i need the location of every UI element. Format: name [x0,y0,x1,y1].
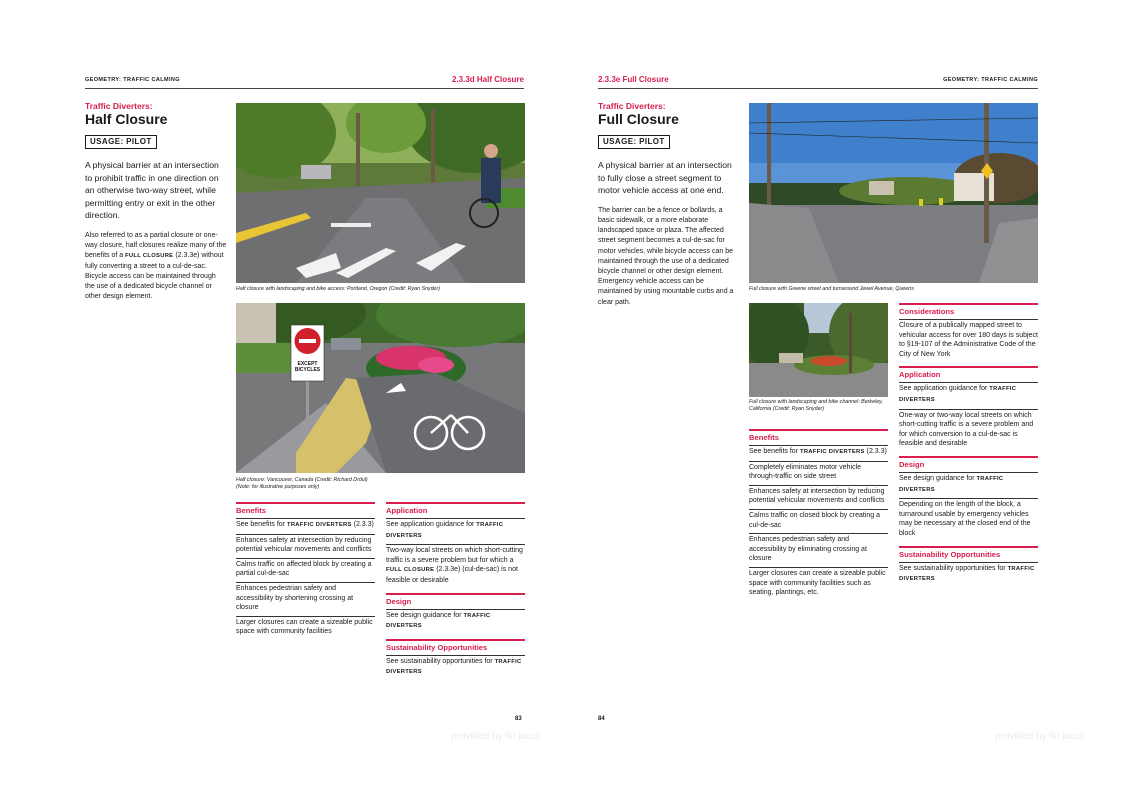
kicker: Traffic Diverters: [85,101,153,111]
photo-portland-half-closure [236,103,525,283]
full-closure-link[interactable]: FULL CLOSURE [386,567,435,574]
design-item: Depending on the length of the block, a turnaround usable by emergency vehicles may be necessary at the closed end of the block [899,498,1038,541]
right-page [562,0,1123,794]
traffic-diverters-link[interactable]: TRAFFIC DIVERTERS [899,386,1017,403]
photo2-caption: Full closure with landscaping and bike channel: Berkeley, California (Credit: Ryan Snyder) [749,399,883,412]
sustainability-heading: Sustainability Opportunities [899,546,1038,562]
caption-line: (Note: for illustrative purposes only) [236,484,320,490]
photo-berkeley-full-closure [749,303,888,397]
application-heading: Application [899,366,1038,382]
sustainability-item [899,562,1038,588]
left-page [0,0,561,794]
considerations-column [899,303,1038,588]
design-heading: Design [899,456,1038,472]
benefit-item: Larger closures can create a sizeable public space with community facilities [236,616,375,640]
page-title: Full Closure [598,111,679,127]
section-tag: 2.3.3e Full Closure [598,75,669,84]
title-block [598,101,740,308]
benefits-box [236,502,375,640]
body-text-part: (2.3.3e) without fully converting a street to a cul-de-sac. Bicycle access can be maintained through the use of a dedicated bicycle channel or other design element. [85,252,224,301]
kicker: Traffic Diverters: [598,101,666,111]
benefit-item: Larger closures can create a sizeable public space with community facilities such as seating, plantings, etc. [749,567,888,601]
traffic-diverters-link[interactable]: TRAFFIC DIVERTERS [386,658,522,676]
title-block [85,101,227,302]
body-paragraph [85,231,227,302]
application-item [386,518,525,544]
considerations-heading: Considerations [899,303,1038,319]
benefit-item: Enhances safety at intersection by reducing potential vehicular movements and conflicts [749,485,888,509]
benefit-item: Calms traffic on closed block by creating a cul-de-sac [749,509,888,533]
benefit-item [749,445,888,461]
traffic-diverters-link[interactable]: TRAFFIC DIVERTERS [899,565,1035,583]
full-closure-link[interactable]: FULL CLOSURE [125,253,174,260]
application-item [386,544,525,588]
application-item: One-way or two-way local streets on which short-cutting traffic is a severe problem and for which conversion to a cul-de-sac is feasible and desirable [899,409,1038,452]
traffic-diverters-link[interactable]: TRAFFIC DIVERTERS [286,522,352,528]
sign-text-line: BICYCLES [294,367,321,373]
except-bicycles-sign [291,361,324,373]
traffic-diverters-link[interactable]: TRAFFIC DIVERTERS [386,612,491,630]
traffic-diverters-link[interactable]: TRAFFIC DIVERTERS [386,522,504,539]
design-heading: Design [386,593,525,609]
sustainability-text: See sustainability opportunities for [899,564,1006,572]
header-rule [85,88,524,89]
benefit-item: Calms traffic on affected block by creating a partial cul-de-sac [236,558,375,582]
application-text: (2.3.3e) (cul-de-sac) is not feasible or desirable [386,566,518,584]
benefit-ref: (2.3.3) [353,521,374,528]
photo-queens-full-closure [749,103,1038,283]
body-paragraph: The barrier can be a fence or bollards, a basic sidewalk, or a more elaborate landscaped space or plaza. The affected street segment becomes a cul-de-sac for motor vehicles, while bicycle access can be maintained through the use of a dedicated bicycle channel or other design element. Emergency vehicle access can be maintained by using mountable curbs and a clear path. [598,206,734,306]
application-text: See application guidance for [386,521,475,528]
photo1-caption: Full closure with Greene street and turnaround Jewel Avenue, Queens [749,286,914,292]
usage-badge: USAGE: PILOT [598,135,670,149]
benefit-item: Enhances safety at intersection by reducing potential vehicular movements and conflicts [236,534,375,558]
benefits-heading: Benefits [749,429,888,445]
design-text: See design guidance for [899,474,975,482]
usage-badge: USAGE: PILOT [85,135,157,149]
sustainability-heading: Sustainability Opportunities [386,639,525,655]
photo-vancouver-half-closure [236,303,525,473]
body-text-part: Also referred to as a partial closure or one-way closure, half closures realize many of the benefits of a [85,231,227,260]
lead-paragraph: A physical barrier at an intersection to prohibit traffic in one direction on an otherwise two-way street, while permitting entry or exit in the other direction. [85,160,219,221]
application-text: See application guidance for [899,385,988,393]
photo1-caption: Half closure with landscaping and bike access: Portland, Oregon (Credit: Ryan Snyder) [236,286,441,292]
benefits-heading: Benefits [236,502,375,518]
application-heading: Application [386,502,525,518]
benefit-item: Completely eliminates motor vehicle through-traffic on side street [749,461,888,485]
caption-line: Half closure: Vancouver, Canada (Credit: Richard Drdul) [236,477,368,483]
page-number: 83 [515,716,522,722]
benefit-text: See benefits for [749,448,799,455]
sign-text-line: EXCEPT [297,361,318,367]
design-item [899,472,1038,498]
benefit-item: Enhances pedestrian safety and accessibility by eliminating crossing at closure [749,533,888,567]
watermark: provided by liu jiacai [451,731,542,742]
benefit-text: See benefits for [236,521,286,528]
sustainability-text: See sustainability opportunities for [386,657,493,665]
traffic-diverters-link[interactable]: TRAFFIC DIVERTERS [899,475,1004,493]
application-text: Two-way local streets on which short-cutting traffic is a severe problem but for which a [386,547,523,564]
lead-paragraph: A physical barrier at an intersection to fully close a street segment to motor vehicle access at one end. [598,160,732,196]
page-title: Half Closure [85,111,168,127]
design-item [386,609,525,635]
considerations-item: Closure of a publically mapped street to vehicular access for over 180 days is subject to §19-107 of the Administrative Code of the City of New York [899,319,1038,362]
running-head: GEOMETRY: TRAFFIC CALMING [85,77,180,83]
sustainability-item [386,655,525,681]
photo2-caption [236,477,525,491]
application-item [899,382,1038,408]
traffic-diverters-link[interactable]: TRAFFIC DIVERTERS [799,449,865,455]
header-rule [598,88,1038,89]
running-head: GEOMETRY: TRAFFIC CALMING [943,77,1038,83]
page-number: 84 [598,716,605,722]
design-text: See design guidance for [386,611,462,619]
application-column [386,502,525,681]
benefit-item [236,518,375,534]
benefits-box [749,429,888,601]
section-tag: 2.3.3d Half Closure [451,75,524,84]
watermark: provided by liu jiacai [995,731,1086,742]
benefit-item: Enhances pedestrian safety and accessibility by shortening crossing at closure [236,582,375,616]
benefit-ref: (2.3.3) [866,448,887,455]
